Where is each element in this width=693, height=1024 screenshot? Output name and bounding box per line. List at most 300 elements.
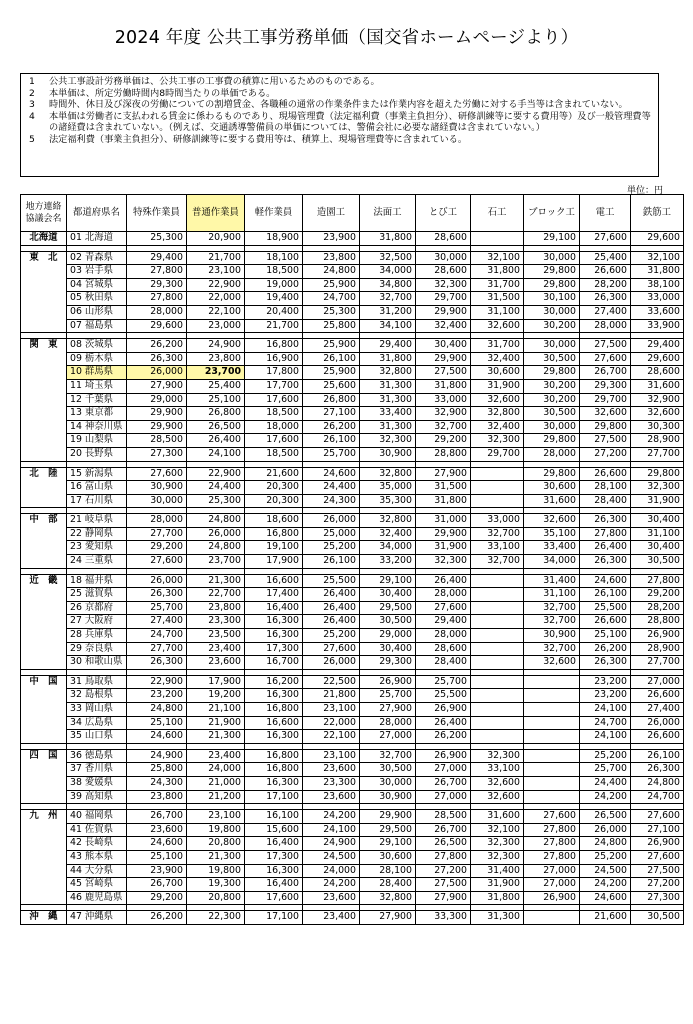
- value-cell: 32,100: [471, 251, 524, 265]
- table-row: [21, 615, 684, 629]
- value-cell: 30,200: [524, 379, 580, 393]
- value-cell: 16,200: [245, 675, 303, 689]
- value-cell: 30,400: [631, 541, 684, 555]
- value-cell: 31,500: [416, 481, 471, 495]
- value-cell: 20,300: [245, 481, 303, 495]
- value-cell: 25,700: [360, 689, 416, 703]
- value-cell: 27,400: [127, 615, 187, 629]
- prefecture-cell: 45 宮崎県: [67, 878, 127, 892]
- value-cell: 29,800: [631, 467, 684, 481]
- value-cell: 18,600: [245, 514, 303, 528]
- region-cell: 九 州: [21, 810, 67, 905]
- value-cell: 23,100: [187, 810, 245, 824]
- value-cell: [524, 703, 580, 717]
- value-cell: 24,800: [580, 837, 631, 851]
- value-cell: 28,800: [416, 447, 471, 461]
- value-cell: 28,100: [360, 864, 416, 878]
- value-cell: 32,800: [360, 467, 416, 481]
- value-cell: 30,000: [127, 494, 187, 508]
- value-cell: 26,200: [127, 911, 187, 925]
- header-cell: 都道府県名: [67, 195, 127, 232]
- value-cell: 25,600: [303, 379, 360, 393]
- table-row: [21, 689, 684, 703]
- note-text: 公共工事設計労務単価は、公共工事の工事費の積算に用いるためのものである。: [49, 76, 380, 87]
- value-cell: 31,200: [360, 305, 416, 319]
- value-cell: 26,600: [580, 467, 631, 481]
- value-cell: 23,800: [187, 601, 245, 615]
- value-cell: 23,400: [187, 642, 245, 656]
- value-cell: 34,100: [360, 319, 416, 333]
- value-cell: 23,100: [303, 703, 360, 717]
- prefecture-cell: 46 鹿児島県: [67, 891, 127, 905]
- value-cell: 19,200: [187, 689, 245, 703]
- value-cell: 24,200: [303, 878, 360, 892]
- value-cell: 27,800: [524, 850, 580, 864]
- prefecture-cell: 37 香川県: [67, 763, 127, 777]
- note-number: 4: [29, 110, 35, 122]
- value-cell: 24,800: [127, 703, 187, 717]
- value-cell: 31,900: [416, 541, 471, 555]
- header-cell: とび工: [416, 195, 471, 232]
- value-cell: 27,600: [580, 232, 631, 246]
- value-cell: 26,800: [187, 407, 245, 421]
- value-cell: 17,600: [245, 393, 303, 407]
- value-cell: 26,000: [631, 716, 684, 730]
- value-cell: 24,600: [303, 467, 360, 481]
- prefecture-cell: 23 愛知県: [67, 541, 127, 555]
- value-cell: 29,400: [416, 615, 471, 629]
- value-cell: 16,800: [245, 763, 303, 777]
- prefecture-cell: 41 佐賀県: [67, 823, 127, 837]
- value-cell: 31,100: [631, 527, 684, 541]
- value-cell: 34,000: [524, 555, 580, 569]
- value-cell: 16,400: [245, 601, 303, 615]
- prefecture-cell: 43 熊本県: [67, 850, 127, 864]
- value-cell: 31,300: [360, 420, 416, 434]
- value-cell: [524, 911, 580, 925]
- table-row: [21, 601, 684, 615]
- value-cell: 23,200: [580, 675, 631, 689]
- value-cell: 28,000: [127, 305, 187, 319]
- value-cell: 16,400: [245, 837, 303, 851]
- value-cell: 26,100: [303, 555, 360, 569]
- value-cell: 18,900: [245, 232, 303, 246]
- value-cell: 32,300: [471, 434, 524, 448]
- value-cell: 26,100: [303, 352, 360, 366]
- value-cell: 32,700: [524, 642, 580, 656]
- prefecture-cell: 47 沖縄県: [67, 911, 127, 925]
- value-cell: [524, 749, 580, 763]
- value-cell: 32,900: [416, 407, 471, 421]
- value-cell: 30,000: [524, 420, 580, 434]
- value-cell: 27,800: [127, 292, 187, 306]
- value-cell: 29,400: [360, 339, 416, 353]
- value-cell: 16,800: [245, 749, 303, 763]
- value-cell: 24,600: [580, 574, 631, 588]
- value-cell: 30,000: [360, 776, 416, 790]
- header-row: [21, 195, 684, 232]
- value-cell: 30,500: [631, 555, 684, 569]
- table-row: [21, 447, 684, 461]
- table-row: [21, 366, 684, 380]
- value-cell: 23,000: [187, 319, 245, 333]
- value-cell: 32,100: [471, 823, 524, 837]
- value-cell: 24,000: [303, 864, 360, 878]
- value-cell: 23,600: [303, 790, 360, 804]
- value-cell: 25,200: [303, 629, 360, 643]
- value-cell: 23,100: [303, 749, 360, 763]
- header-cell: 軽作業員: [245, 195, 303, 232]
- prefecture-cell: 06 山形県: [67, 305, 127, 319]
- value-cell: 29,100: [360, 837, 416, 851]
- value-cell: 28,500: [127, 434, 187, 448]
- header-cell: 法面工: [360, 195, 416, 232]
- wage-table: [20, 194, 684, 925]
- prefecture-cell: 38 愛媛県: [67, 776, 127, 790]
- value-cell: 27,600: [580, 352, 631, 366]
- prefecture-cell: 31 鳥取県: [67, 675, 127, 689]
- value-cell: 30,600: [471, 366, 524, 380]
- value-cell: 27,600: [127, 555, 187, 569]
- value-cell: 21,300: [187, 574, 245, 588]
- table-row: [21, 629, 684, 643]
- table-row: [21, 494, 684, 508]
- value-cell: 26,300: [127, 352, 187, 366]
- value-cell: 25,700: [127, 601, 187, 615]
- value-cell: 24,200: [303, 810, 360, 824]
- value-cell: 27,000: [416, 763, 471, 777]
- value-cell: 33,000: [416, 393, 471, 407]
- value-cell: [524, 730, 580, 744]
- value-cell: 32,700: [416, 420, 471, 434]
- value-cell: 26,600: [580, 265, 631, 279]
- value-cell: 24,900: [303, 837, 360, 851]
- value-cell: 27,600: [303, 642, 360, 656]
- value-cell: 31,900: [631, 494, 684, 508]
- value-cell: 24,600: [127, 730, 187, 744]
- table-row: [21, 656, 684, 670]
- value-cell: 27,200: [580, 447, 631, 461]
- value-cell: 27,200: [416, 864, 471, 878]
- value-cell: 27,100: [303, 407, 360, 421]
- value-cell: 21,000: [187, 776, 245, 790]
- value-cell: 26,500: [416, 837, 471, 851]
- value-cell: 29,500: [360, 601, 416, 615]
- value-cell: [471, 703, 524, 717]
- value-cell: 26,300: [580, 514, 631, 528]
- value-cell: 28,600: [416, 265, 471, 279]
- value-cell: 25,100: [127, 716, 187, 730]
- value-cell: 29,400: [631, 339, 684, 353]
- value-cell: 25,000: [303, 527, 360, 541]
- value-cell: 29,000: [360, 629, 416, 643]
- prefecture-cell: 22 静岡県: [67, 527, 127, 541]
- value-cell: 27,000: [524, 878, 580, 892]
- value-cell: 31,900: [471, 379, 524, 393]
- value-cell: 26,600: [631, 689, 684, 703]
- value-cell: 23,800: [187, 352, 245, 366]
- value-cell: 15,600: [245, 823, 303, 837]
- table-row: [21, 352, 684, 366]
- prefecture-cell: 33 岡山県: [67, 703, 127, 717]
- value-cell: 29,600: [631, 352, 684, 366]
- value-cell: [471, 675, 524, 689]
- value-cell: 28,100: [580, 481, 631, 495]
- value-cell: 31,800: [471, 265, 524, 279]
- prefecture-cell: 44 大分県: [67, 864, 127, 878]
- value-cell: 30,500: [360, 615, 416, 629]
- value-cell: 22,000: [187, 292, 245, 306]
- prefecture-cell: 07 福島県: [67, 319, 127, 333]
- value-cell: 30,400: [416, 339, 471, 353]
- value-cell: 19,000: [245, 278, 303, 292]
- value-cell: 32,800: [360, 891, 416, 905]
- table-row: [21, 251, 684, 265]
- value-cell: 19,800: [187, 823, 245, 837]
- value-cell: 35,000: [360, 481, 416, 495]
- value-cell: [471, 642, 524, 656]
- value-cell: 27,600: [416, 601, 471, 615]
- value-cell: 26,000: [187, 527, 245, 541]
- value-cell: 35,100: [524, 527, 580, 541]
- value-cell: 24,100: [303, 823, 360, 837]
- value-cell: 33,300: [416, 911, 471, 925]
- value-cell: 27,700: [127, 642, 187, 656]
- value-cell: 23,800: [127, 790, 187, 804]
- value-cell: 34,000: [360, 265, 416, 279]
- table-row: [21, 265, 684, 279]
- value-cell: 29,900: [416, 527, 471, 541]
- value-cell: 30,400: [631, 514, 684, 528]
- value-cell: 23,300: [303, 776, 360, 790]
- table-row: [21, 393, 684, 407]
- value-cell: 16,400: [245, 878, 303, 892]
- value-cell: 27,300: [631, 891, 684, 905]
- value-cell: 31,800: [416, 494, 471, 508]
- table-row: [21, 749, 684, 763]
- value-cell: 28,000: [524, 447, 580, 461]
- table-row: [21, 467, 684, 481]
- value-cell: [524, 689, 580, 703]
- value-cell: 27,800: [580, 527, 631, 541]
- value-cell: 32,600: [471, 319, 524, 333]
- prefecture-cell: 28 兵庫県: [67, 629, 127, 643]
- note-number: 3: [29, 99, 35, 111]
- value-cell: 28,200: [580, 278, 631, 292]
- value-cell: 26,400: [416, 716, 471, 730]
- value-cell: 24,800: [303, 265, 360, 279]
- prefecture-cell: 03 岩手県: [67, 265, 127, 279]
- value-cell: 16,600: [245, 716, 303, 730]
- value-cell: 27,000: [416, 790, 471, 804]
- value-cell: 33,900: [631, 319, 684, 333]
- region-cell: 中 国: [21, 675, 67, 743]
- note-text: 時間外、休日及び深夜の労働についての割増賃金、各職種の通常の作業条件または作業内容を超えた労働に対する手当等は含まれていない。: [49, 99, 628, 111]
- value-cell: 26,300: [580, 292, 631, 306]
- value-cell: 16,300: [245, 776, 303, 790]
- note-number: 5: [29, 133, 35, 145]
- value-cell: 20,300: [245, 494, 303, 508]
- value-cell: 29,100: [360, 574, 416, 588]
- value-cell: 22,700: [187, 588, 245, 602]
- value-cell: 24,600: [580, 891, 631, 905]
- value-cell: 17,300: [245, 850, 303, 864]
- value-cell: 26,400: [303, 588, 360, 602]
- value-cell: 25,700: [416, 675, 471, 689]
- table-row: [21, 574, 684, 588]
- value-cell: [524, 716, 580, 730]
- value-cell: [471, 574, 524, 588]
- table-row: [21, 407, 684, 421]
- value-cell: 21,300: [187, 850, 245, 864]
- value-cell: 29,100: [524, 232, 580, 246]
- value-cell: 19,300: [187, 878, 245, 892]
- table-row: [21, 339, 684, 353]
- page-title: 2024 年度 公共工事労務単価（国交省ホームページより）: [114, 28, 579, 48]
- value-cell: 32,700: [471, 527, 524, 541]
- value-cell: 31,900: [471, 878, 524, 892]
- prefecture-cell: 02 青森県: [67, 251, 127, 265]
- value-cell: 24,300: [303, 494, 360, 508]
- value-cell: 19,400: [245, 292, 303, 306]
- region-cell: 北 陸: [21, 467, 67, 508]
- value-cell: 24,800: [187, 514, 245, 528]
- value-cell: 19,800: [187, 864, 245, 878]
- value-cell: 29,900: [127, 407, 187, 421]
- region-cell: 四 国: [21, 749, 67, 803]
- value-cell: 24,100: [580, 730, 631, 744]
- value-cell: 32,400: [360, 527, 416, 541]
- prefecture-cell: 35 山口県: [67, 730, 127, 744]
- value-cell: 25,400: [580, 251, 631, 265]
- value-cell: 32,600: [471, 776, 524, 790]
- prefecture-cell: 04 宮城県: [67, 278, 127, 292]
- value-cell: 24,600: [127, 837, 187, 851]
- value-cell: 26,100: [631, 749, 684, 763]
- value-cell: 26,100: [303, 434, 360, 448]
- value-cell: 31,100: [471, 305, 524, 319]
- value-cell: 24,900: [127, 749, 187, 763]
- value-cell: [471, 601, 524, 615]
- value-cell: 28,600: [416, 232, 471, 246]
- value-cell: 24,700: [580, 716, 631, 730]
- value-cell: 27,000: [631, 675, 684, 689]
- value-cell: [471, 588, 524, 602]
- value-cell: 32,600: [471, 790, 524, 804]
- value-cell: [471, 716, 524, 730]
- value-cell: 31,300: [471, 911, 524, 925]
- value-cell: 18,500: [245, 447, 303, 461]
- value-cell: 23,600: [127, 823, 187, 837]
- value-cell: 32,300: [471, 749, 524, 763]
- value-cell: 23,700: [187, 366, 245, 380]
- prefecture-cell: 19 山梨県: [67, 434, 127, 448]
- value-cell: 27,600: [631, 850, 684, 864]
- value-cell: 30,600: [524, 481, 580, 495]
- prefecture-cell: 24 三重県: [67, 555, 127, 569]
- value-cell: 24,200: [580, 878, 631, 892]
- value-cell: 29,800: [524, 278, 580, 292]
- value-cell: 30,000: [524, 339, 580, 353]
- value-cell: 28,400: [360, 878, 416, 892]
- table-row: [21, 763, 684, 777]
- value-cell: 27,600: [631, 810, 684, 824]
- note-number: 1: [29, 76, 35, 87]
- value-cell: 27,800: [416, 850, 471, 864]
- table-row: [21, 776, 684, 790]
- value-cell: 29,900: [416, 305, 471, 319]
- value-cell: 28,000: [416, 588, 471, 602]
- table-row: [21, 790, 684, 804]
- value-cell: 30,000: [524, 305, 580, 319]
- value-cell: [524, 790, 580, 804]
- value-cell: 24,800: [631, 776, 684, 790]
- value-cell: 25,900: [303, 339, 360, 353]
- value-cell: 25,300: [187, 494, 245, 508]
- value-cell: 23,600: [187, 656, 245, 670]
- value-cell: 28,000: [127, 514, 187, 528]
- value-cell: 24,700: [127, 629, 187, 643]
- value-cell: 22,900: [187, 278, 245, 292]
- value-cell: 32,700: [471, 555, 524, 569]
- value-cell: 32,300: [471, 850, 524, 864]
- value-cell: 26,400: [303, 601, 360, 615]
- value-cell: 26,400: [580, 541, 631, 555]
- value-cell: 32,600: [524, 656, 580, 670]
- value-cell: 26,300: [631, 763, 684, 777]
- value-cell: 24,100: [187, 447, 245, 461]
- prefecture-cell: 40 福岡県: [67, 810, 127, 824]
- prefecture-cell: 11 埼玉県: [67, 379, 127, 393]
- value-cell: 27,300: [127, 447, 187, 461]
- value-cell: [471, 689, 524, 703]
- value-cell: 28,400: [416, 656, 471, 670]
- value-cell: 17,900: [245, 555, 303, 569]
- value-cell: 26,000: [127, 366, 187, 380]
- value-cell: 20,900: [187, 232, 245, 246]
- value-cell: 18,100: [245, 251, 303, 265]
- value-cell: 25,700: [580, 763, 631, 777]
- value-cell: 31,300: [360, 379, 416, 393]
- value-cell: 22,500: [303, 675, 360, 689]
- table-row: [21, 481, 684, 495]
- value-cell: 20,800: [187, 837, 245, 851]
- value-cell: 26,300: [127, 656, 187, 670]
- value-cell: 26,500: [580, 810, 631, 824]
- value-cell: 16,700: [245, 656, 303, 670]
- value-cell: 32,400: [471, 352, 524, 366]
- table-row: [21, 319, 684, 333]
- value-cell: 26,600: [631, 730, 684, 744]
- value-cell: 31,800: [360, 352, 416, 366]
- prefecture-cell: 25 滋賀県: [67, 588, 127, 602]
- value-cell: 33,200: [360, 555, 416, 569]
- value-cell: [524, 763, 580, 777]
- region-cell: 沖 縄: [21, 911, 67, 925]
- value-cell: 23,400: [187, 749, 245, 763]
- value-cell: 28,600: [416, 642, 471, 656]
- value-cell: 29,700: [580, 393, 631, 407]
- value-cell: 28,900: [631, 642, 684, 656]
- value-cell: 22,900: [187, 467, 245, 481]
- value-cell: 31,800: [360, 232, 416, 246]
- value-cell: 16,300: [245, 864, 303, 878]
- value-cell: 26,400: [303, 615, 360, 629]
- value-cell: 17,900: [187, 675, 245, 689]
- value-cell: 18,500: [245, 265, 303, 279]
- table-row: [21, 292, 684, 306]
- value-cell: 29,200: [127, 891, 187, 905]
